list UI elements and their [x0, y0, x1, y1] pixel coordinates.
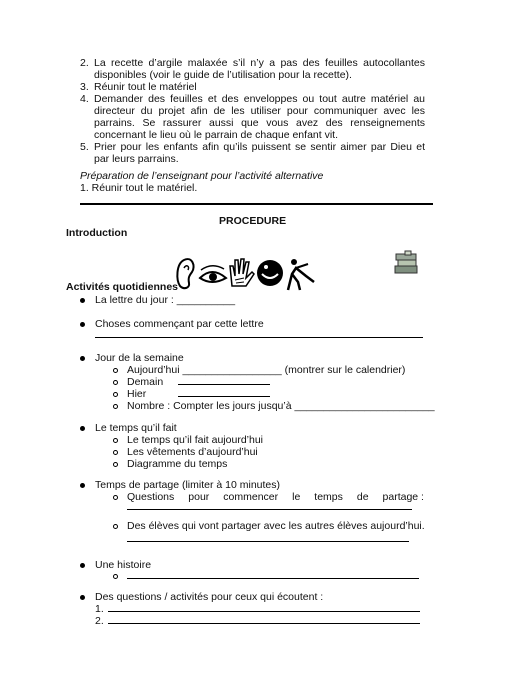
- circle-bullet-icon: [113, 368, 118, 373]
- diagram-item: Diagramme du temps: [127, 458, 228, 470]
- item-text: Demander des feuilles et des enveloppes ou tout autre matériel au directeur du projet afin de les utiliser pour communiquer avec les parrains. Se rassurer aussi que vous avez des renseignements concernant le lieu où le parrain de chaque enfant vit.: [94, 93, 425, 141]
- circle-bullet-icon: [113, 438, 118, 443]
- circle-bullet-icon: [113, 450, 118, 455]
- story-heading: Une histoire: [95, 559, 152, 571]
- answer-line: [108, 611, 420, 612]
- answer-line: [178, 396, 270, 397]
- yesterday-item: Hier: [127, 388, 147, 400]
- word: pour: [188, 491, 210, 503]
- hand-icon: [230, 259, 254, 286]
- circle-bullet-icon: [113, 404, 118, 409]
- circle-bullet-icon: [113, 495, 118, 500]
- mouth-icon: [257, 260, 283, 286]
- item-text: Prier pour les enfants afin qu’ils puissent se sentir aimer par Dieu et par leurs parrains.: [94, 141, 425, 165]
- bullet-icon: [80, 563, 85, 568]
- item-number: 2.: [80, 57, 89, 69]
- letter-of-day: La lettre du jour : __________: [95, 294, 236, 306]
- item-number: 3.: [80, 81, 89, 93]
- circle-bullet-icon: [113, 574, 118, 579]
- list-item: [80, 57, 425, 81]
- circle-bullet-icon: [113, 380, 118, 385]
- section-divider: [80, 203, 433, 205]
- word: Questions: [127, 491, 175, 503]
- clothes-item: Les vêtements d’aujourd’hui: [127, 446, 258, 458]
- word: de: [356, 491, 369, 503]
- answer-line: [108, 623, 420, 624]
- alt-activity-item: 1. Réunir tout le matériel.: [80, 182, 198, 194]
- item-number: 1.: [95, 603, 104, 615]
- item-text: La recette d’argile malaxée s’il n’y a pas des feuilles autocollantes disponibles (voir le guide de l’utilisation pour la recette).: [94, 57, 425, 81]
- answer-line: [127, 509, 412, 510]
- number-item: Nombre : Compter les jours jusqu’à ________________________: [127, 400, 435, 412]
- bullet-icon: [80, 595, 85, 600]
- word: temps: [314, 491, 343, 503]
- answer-line: [95, 337, 423, 338]
- numbered-list: [80, 57, 425, 165]
- tomorrow-item: Demain: [127, 376, 164, 388]
- ear-icon: [177, 259, 193, 288]
- students-share-item: Des élèves qui vont partager avec les autres élèves aujourd’hui.: [127, 520, 425, 532]
- bullet-icon: [80, 483, 85, 488]
- eye-icon: [200, 266, 226, 282]
- answer-line: [127, 541, 409, 542]
- circle-bullet-icon: [113, 524, 118, 529]
- word: commencer: [223, 491, 279, 503]
- today-item: Aujourd’hui _________________ (montrer sur le calendrier): [127, 364, 406, 376]
- item-number: 4.: [80, 93, 89, 105]
- circle-bullet-icon: [113, 392, 118, 397]
- daily-activities-heading: Activités quotidiennes: [66, 281, 179, 293]
- sharing-heading: Temps de partage (limiter à 10 minutes): [95, 479, 280, 491]
- bullet-icon: [80, 298, 85, 303]
- sharing-questions-item: [127, 491, 424, 503]
- body-icon: [288, 259, 314, 290]
- book-stack-icon: [393, 250, 421, 276]
- bullet-icon: [80, 426, 85, 431]
- circle-bullet-icon: [113, 462, 118, 467]
- bullet-icon: [80, 322, 85, 327]
- weather-heading: Le temps qu’il fait: [95, 422, 177, 434]
- list-item: [80, 141, 425, 165]
- list-item: [80, 93, 425, 141]
- weather-today-item: Le temps qu’il fait aujourd’hui: [127, 434, 263, 446]
- senses-icons: [174, 256, 324, 292]
- things-with-letter: Choses commençant par cette lettre: [95, 318, 264, 330]
- answer-line: [127, 578, 419, 579]
- procedure-title: PROCEDURE: [219, 215, 287, 227]
- listener-questions-heading: Des questions / activités pour ceux qui écoutent :: [95, 591, 324, 603]
- word: partage :: [382, 491, 424, 503]
- alt-activity-heading: Préparation de l’enseignant pour l’activité alternative: [80, 170, 324, 182]
- item-number: 5.: [80, 141, 89, 153]
- list-item: [80, 81, 425, 93]
- word: le: [292, 491, 301, 503]
- weekday-heading: Jour de la semaine: [95, 352, 184, 364]
- introduction-heading: Introduction: [66, 227, 128, 239]
- answer-line: [178, 384, 270, 385]
- item-text: Réunir tout le matériel: [94, 81, 197, 93]
- item-number: 2.: [95, 615, 104, 627]
- bullet-icon: [80, 356, 85, 361]
